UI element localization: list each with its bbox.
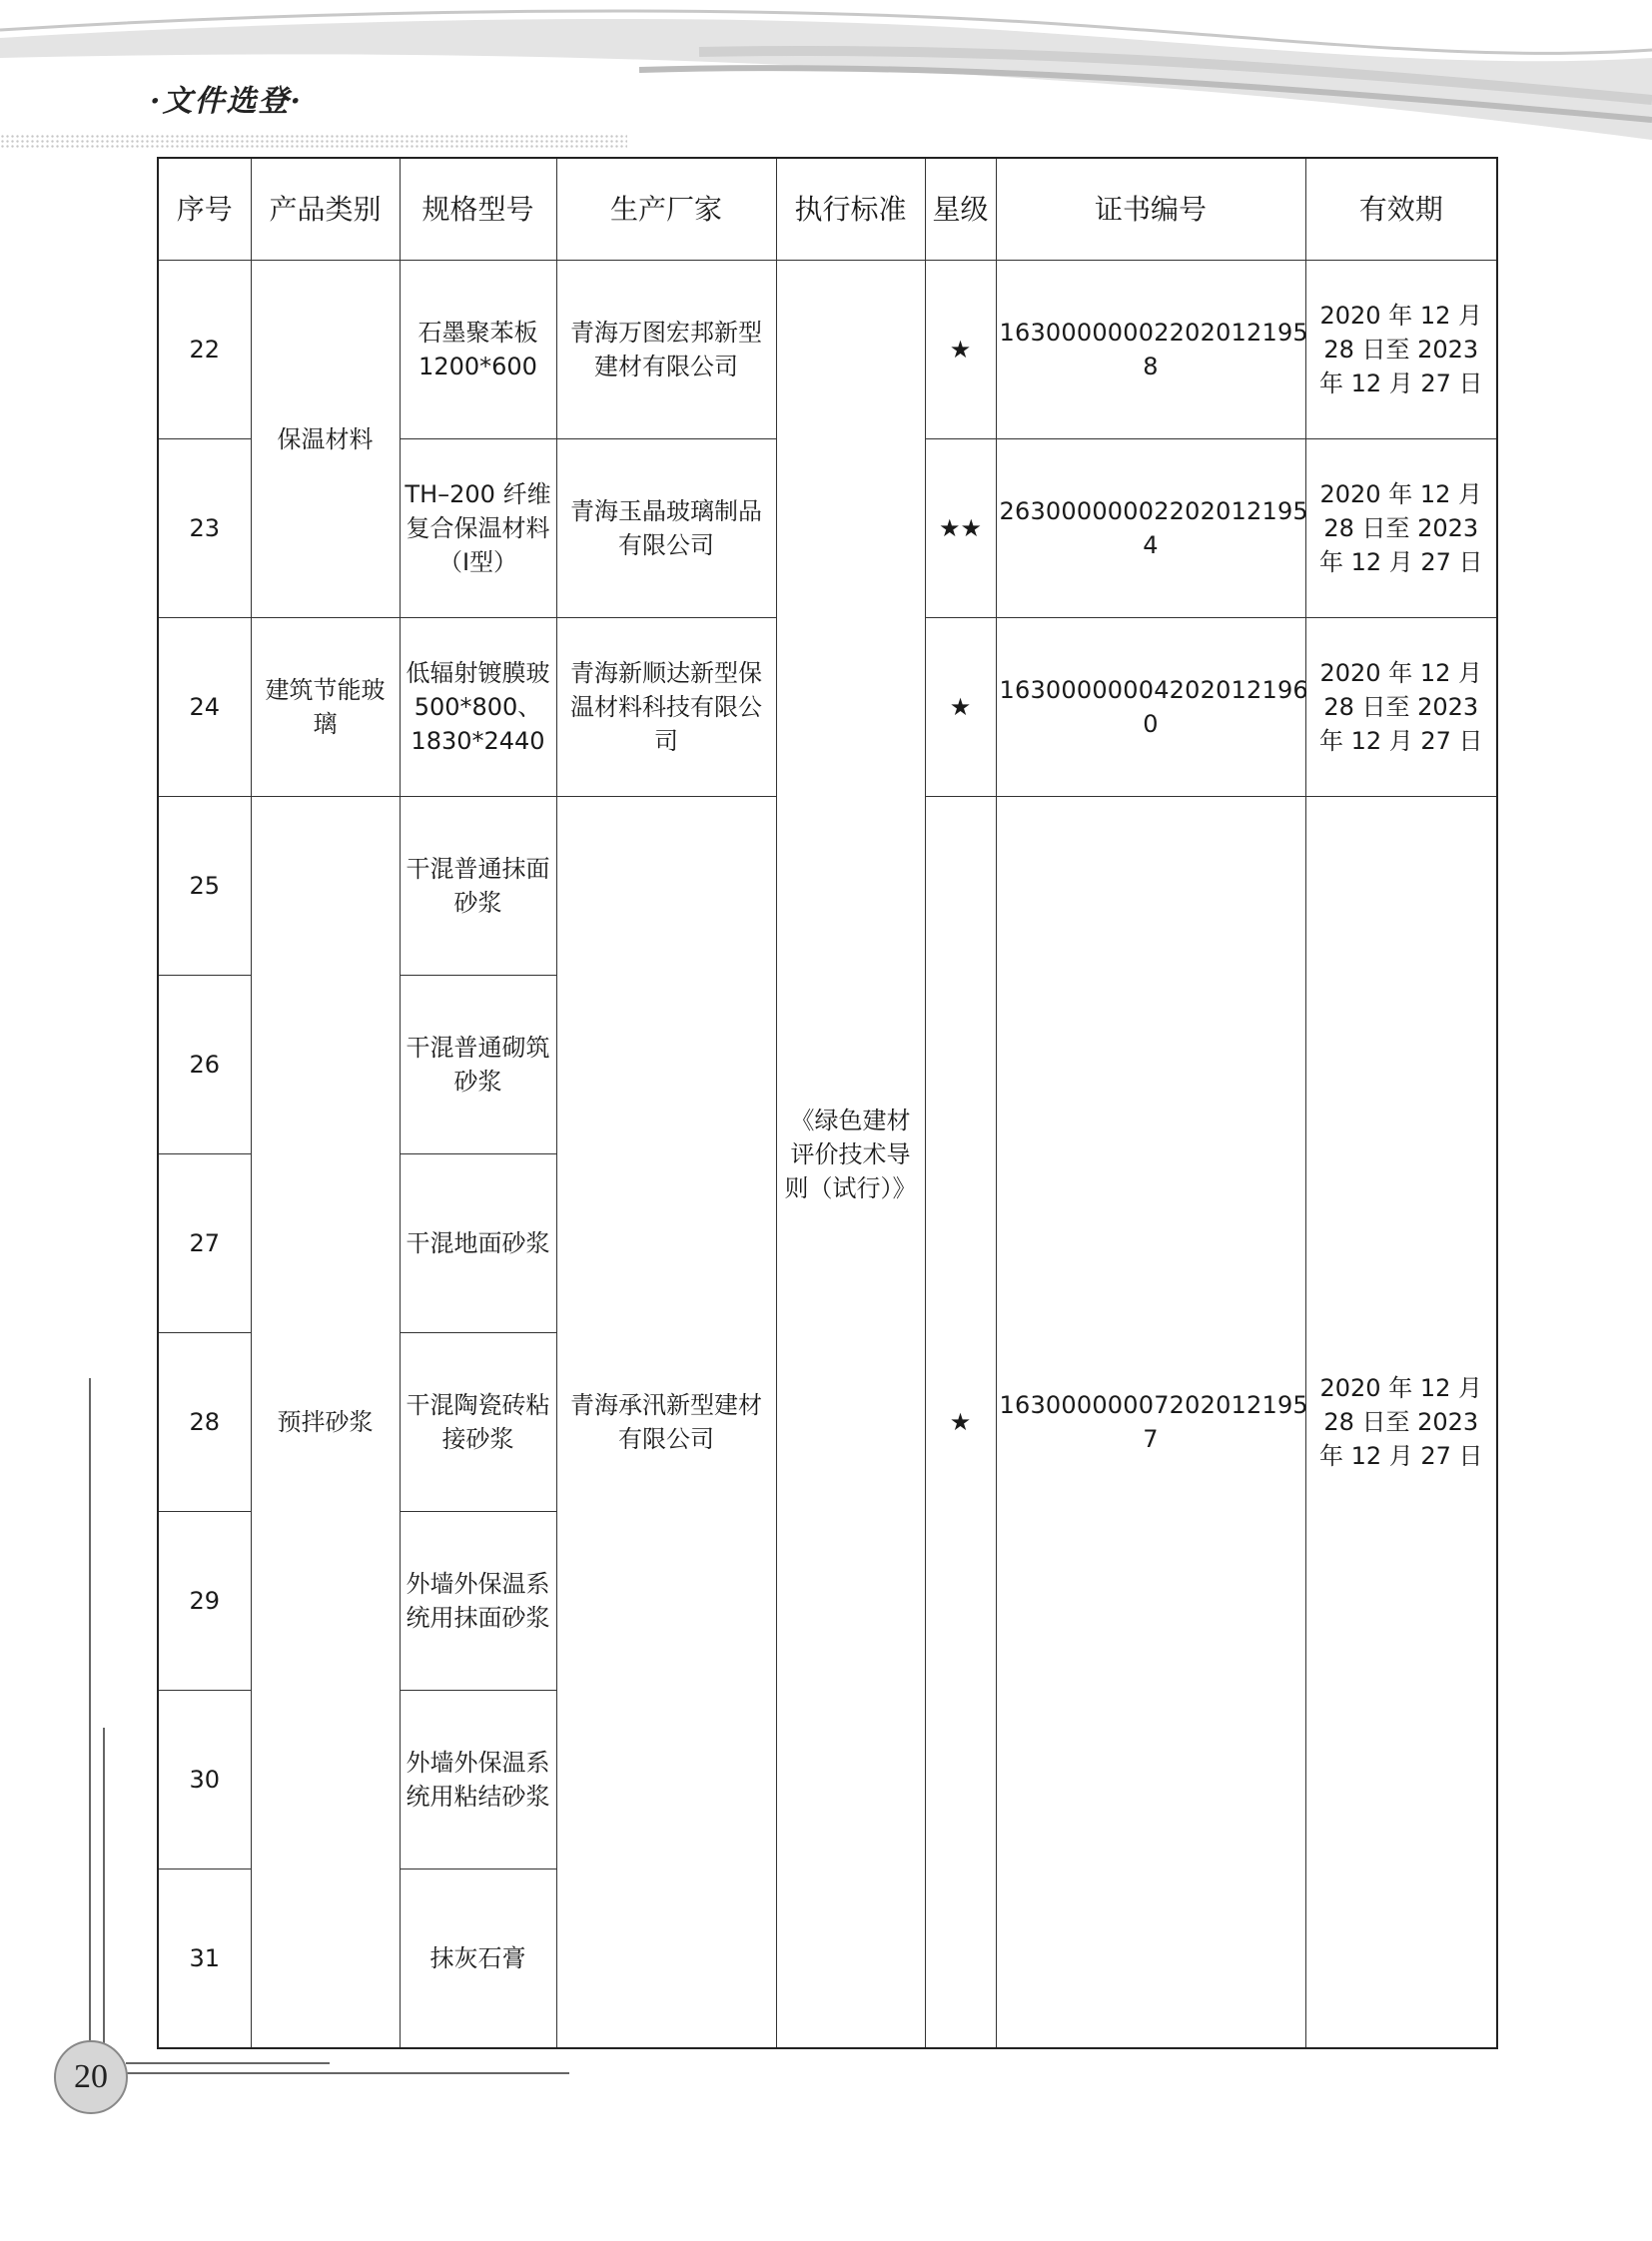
product-category: 建筑节能玻璃 [251,618,400,797]
star-rating: ★ [925,261,996,439]
validity-period: 2020 年 12 月 28 日至 2023 年 12 月 27 日 [1305,618,1497,797]
star-rating: ★ [925,618,996,797]
column-header: 星级 [925,158,996,261]
manufacturer: 青海万图宏邦新型建材有限公司 [556,261,776,439]
row-number: 27 [158,1154,251,1333]
row-number: 26 [158,976,251,1154]
validity-period: 2020 年 12 月 28 日至 2023 年 12 月 27 日 [1305,439,1497,618]
manufacturer: 青海承汛新型建材有限公司 [556,797,776,2049]
page-number: 20 [54,2040,128,2114]
column-header: 证书编号 [996,158,1305,261]
spec-model: 干混地面砂浆 [400,1154,556,1333]
row-number: 25 [158,797,251,976]
row-number: 23 [158,439,251,618]
certificate-number: 26300000002202012195 4 [996,439,1305,618]
column-header: 执行标准 [776,158,925,261]
spec-model: 石墨聚苯板 1200*600 [400,261,556,439]
section-label: ·文件选登· [150,84,303,119]
certificate-number: 16300000002202012195 8 [996,261,1305,439]
manufacturer: 青海玉晶玻璃制品有限公司 [556,439,776,618]
validity-period: 2020 年 12 月 28 日至 2023 年 12 月 27 日 [1305,261,1497,439]
column-header: 规格型号 [400,158,556,261]
row-number: 28 [158,1333,251,1512]
certificate-number: 16300000004202012196 0 [996,618,1305,797]
spec-model: 干混陶瓷砖粘接砂浆 [400,1333,556,1512]
star-rating: ★★ [925,439,996,618]
spec-model: 外墙外保温系统用粘结砂浆 [400,1691,556,1869]
table-header-row [158,158,1497,261]
table-row [158,261,1497,439]
spec-model: 干混普通抹面砂浆 [400,797,556,976]
row-number: 29 [158,1512,251,1691]
spec-model: 外墙外保温系统用抹面砂浆 [400,1512,556,1691]
column-header: 产品类别 [251,158,400,261]
column-header: 有效期 [1305,158,1497,261]
column-header: 序号 [158,158,251,261]
certificate-number: 16300000007202012195 7 [996,797,1305,2049]
product-category: 预拌砂浆 [251,797,400,2049]
column-header: 生产厂家 [556,158,776,261]
spec-model: 干混普通砌筑砂浆 [400,976,556,1154]
spec-model: 低辐射镀膜玻 500*800、1830*2440 [400,618,556,797]
row-number: 31 [158,1869,251,2049]
validity-period: 2020 年 12 月 28 日至 2023 年 12 月 27 日 [1305,797,1497,2049]
product-category: 保温材料 [251,261,400,618]
row-number: 22 [158,261,251,439]
row-number: 30 [158,1691,251,1869]
standard: 《绿色建材评价技术导则（试行）》 [776,261,925,2049]
star-rating: ★ [925,797,996,2049]
spec-model: TH–200 纤维复合保温材料（Ⅰ型） [400,439,556,618]
spec-model: 抹灰石膏 [400,1869,556,2049]
row-number: 24 [158,618,251,797]
manufacturer: 青海新顺达新型保温材料科技有限公司 [556,618,776,797]
header-dot-band [0,134,627,148]
